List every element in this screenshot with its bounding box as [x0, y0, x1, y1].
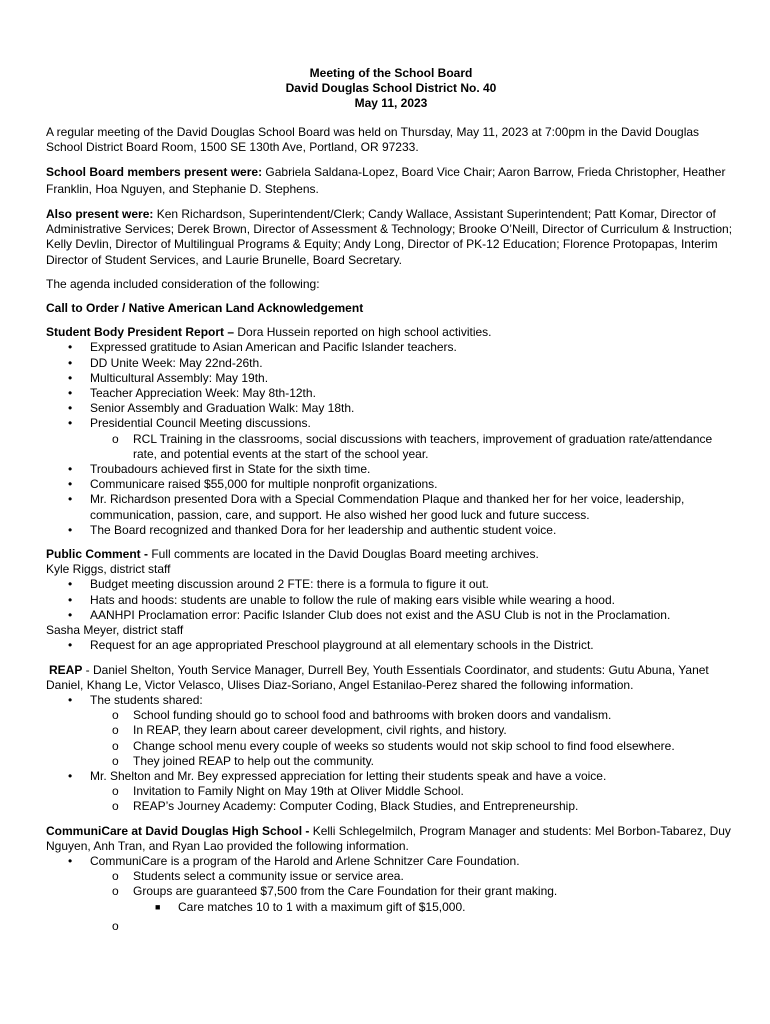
members-present-label: School Board members present were:: [46, 165, 263, 180]
sub-list-item: o In REAP, they learn about career development, civil rights, and history.: [112, 723, 507, 738]
public-comment-heading: [46, 547, 736, 562]
sub-list-item: o Change school menu every couple of weeks so students would not skip school to find food elsewhere.: [112, 738, 675, 753]
public-comment-label: Public Comment -: [46, 547, 149, 562]
members-present-text: Gabriela Saldana-Lopez, Board Vice Chair; Aaron Barrow, Frieda Christopher, Heather Franklin, Hoa Nguyen, and Stephanie D. Stephens.: [46, 165, 726, 197]
sub-list: [90, 784, 736, 814]
members-present-paragraph: [46, 164, 736, 198]
list-item: • Communicare raised $55,000 for multiple nonprofit organizations.: [68, 477, 438, 492]
list-item: • Hats and hoods: students are unable to follow the rule of making ears visible while wearing a hood.: [68, 592, 615, 607]
sub-list: [90, 432, 736, 462]
sub-list-item: o School funding should go to school food and bathrooms with broken doors and vandalism.: [112, 708, 612, 723]
list-item: • The Board recognized and thanked Dora for her leadership and authentic student voice.: [68, 522, 557, 537]
also-present-text: Ken Richardson, Superintendent/Clerk; Candy Wallace, Assistant Superintendent; Patt Komar, Director of Administrative Services; Derek Brown, Director of Assessment & Technology; Brooke O’Neill, Director of Curriculum & Instruction; Kelly Devlin, Director of Multilingual Programs & Equity; Andy Long, Director of PK-12 Education; Florence Protopapas, Interim Director of Student Services, and Laurie Brunelle, Board Secretary.: [46, 207, 733, 267]
speaker-kyle-riggs: Kyle Riggs, district staff: [46, 562, 171, 577]
student-body-label: Student Body President Report –: [46, 325, 235, 340]
student-body-section: [46, 325, 736, 538]
reap-label: REAP: [49, 662, 83, 677]
list-item: • Troubadours achieved first in State for the sixth time.: [68, 462, 371, 477]
document-title: [46, 66, 736, 112]
sub-list-item-empty: o: [112, 918, 119, 933]
student-body-text: Dora Hussein reported on high school activities.: [234, 325, 492, 340]
list-item: • Teacher Appreciation Week: May 8th-12th.: [68, 386, 316, 401]
list-item: • Budget meeting discussion around 2 FTE: there is a formula to figure it out.: [68, 577, 489, 592]
list-item: • DD Unite Week: May 22nd-26th.: [68, 355, 263, 370]
communicare-text: Kelli Schlegelmilch, Program Manager and students: Mel Borbon-Tabarez, Duy Nguyen, Anh Tran, and Ryan Lao provided the following information.: [46, 823, 731, 853]
document-content: [46, 66, 736, 943]
speaker1-list: [46, 577, 736, 623]
sub-sub-list: [133, 900, 736, 915]
reap-heading: [46, 663, 736, 693]
also-present-paragraph: [46, 207, 736, 268]
reap-text: - Daniel Shelton, Youth Service Manager, Durrell Bey, Youth Essentials Coordinator, and students: Gutu Abuna, Yanet Daniel, Khang Le, Victor Velasco, Ulises Diaz-Soriano, Angel Estanilao-Perez shared the following information.: [46, 662, 709, 692]
communicare-heading: [46, 824, 736, 854]
list-item: • CommuniCare is a program of the Harold and Arlene Schnitzer Care Foundation. o Students select a community issue or service area. o Groups are guaranteed $7,500 from the Care Foundation for their grant making. ■ Care matches 10 to 1 with a maximum gift of $15,000. o: [46, 854, 736, 934]
list-item: • AANHPI Proclamation error: Pacific Islander Club does not exist and the ASU Club is not in the Proclamation.: [68, 607, 671, 622]
list-item: • Expressed gratitude to Asian American and Pacific Islander teachers.: [68, 340, 457, 355]
sub-list: [90, 869, 736, 934]
sub-list: [90, 708, 736, 769]
communicare-label: CommuniCare at David Douglas High School -: [46, 823, 310, 838]
list-item: • Request for an age appropriated Preschool playground at all elementary schools in the District.: [68, 638, 594, 653]
title-line-district: David Douglas School District No. 40: [285, 81, 497, 96]
sub-list-item: o Students select a community issue or service area.: [112, 869, 404, 884]
also-present-label: Also present were:: [46, 207, 154, 222]
student-body-list: [46, 340, 736, 538]
public-comment-section: [46, 547, 736, 653]
sub-list-item: o Invitation to Family Night on May 19th at Oliver Middle School.: [112, 784, 464, 799]
speaker-sasha-meyer: Sasha Meyer, district staff: [46, 623, 184, 638]
sub-list-item: o REAP’s Journey Academy: Computer Coding, Black Studies, and Entrepreneurship.: [112, 799, 579, 814]
communicare-list: [46, 854, 736, 934]
public-comment-text: Full comments are located in the David Douglas Board meeting archives.: [148, 547, 539, 562]
reap-list: [46, 693, 736, 815]
title-line-date: May 11, 2023: [354, 96, 428, 111]
list-item: • Mr. Richardson presented Dora with a Special Commendation Plaque and thanked her for her voice, leadership, communication, passion, care, and support. He also wished her good luck and future success.: [68, 492, 685, 522]
list-item: • The students shared: o School funding should go to school food and bathrooms with broken doors and vandalism. o In REAP, they learn about career development, civil rights, and history. o Change school menu every couple of weeks so students would not skip school to find food elsewhere. o They joined REAP to help out the community.: [46, 693, 736, 769]
title-line-meeting: Meeting of the School Board: [309, 66, 473, 80]
sub-list-item: o They joined REAP to help out the community.: [112, 753, 375, 768]
communicare-section: [46, 824, 736, 934]
agenda-intro: The agenda included consideration of the following:: [46, 276, 320, 291]
student-body-heading: [46, 325, 736, 340]
speaker2-list: [46, 638, 736, 653]
intro-paragraph: A regular meeting of the David Douglas School Board was held on Thursday, May 11, 2023 at 7:00pm in the David Douglas School District Board Room, 1500 SE 130th Ave, Portland, OR 97233.: [46, 124, 700, 154]
sub-sub-list-item: ■ Care matches 10 to 1 with a maximum gift of $15,000.: [155, 899, 466, 914]
list-item: • Multicultural Assembly: May 19th.: [68, 370, 269, 385]
list-item: • Mr. Shelton and Mr. Bey expressed appreciation for letting their students speak and have a voice. o Invitation to Family Night on May 19th at Oliver Middle School. o REAP’s Journey Academy: Computer Coding, Black Studies, and Entrepreneurship.: [46, 769, 736, 815]
call-to-order-heading: Call to Order / Native American Land Acknowledgement: [46, 301, 364, 316]
list-item: • Presidential Council Meeting discussions. o RCL Training in the classrooms, social discussions with teachers, improvement of graduation rate/attendance rate, and potential events at the start of the school year.: [46, 416, 736, 462]
sub-list-item: o Groups are guaranteed $7,500 from the Care Foundation for their grant making. ■ Care matches 10 to 1 with a maximum gift of $15,000.: [90, 884, 736, 914]
list-item: • Senior Assembly and Graduation Walk: May 18th.: [68, 401, 355, 416]
reap-section: [46, 663, 736, 815]
sub-list-item: o RCL Training in the classrooms, social discussions with teachers, improvement of graduation rate/attendance rate, and potential events at the start of the school year.: [112, 431, 713, 461]
